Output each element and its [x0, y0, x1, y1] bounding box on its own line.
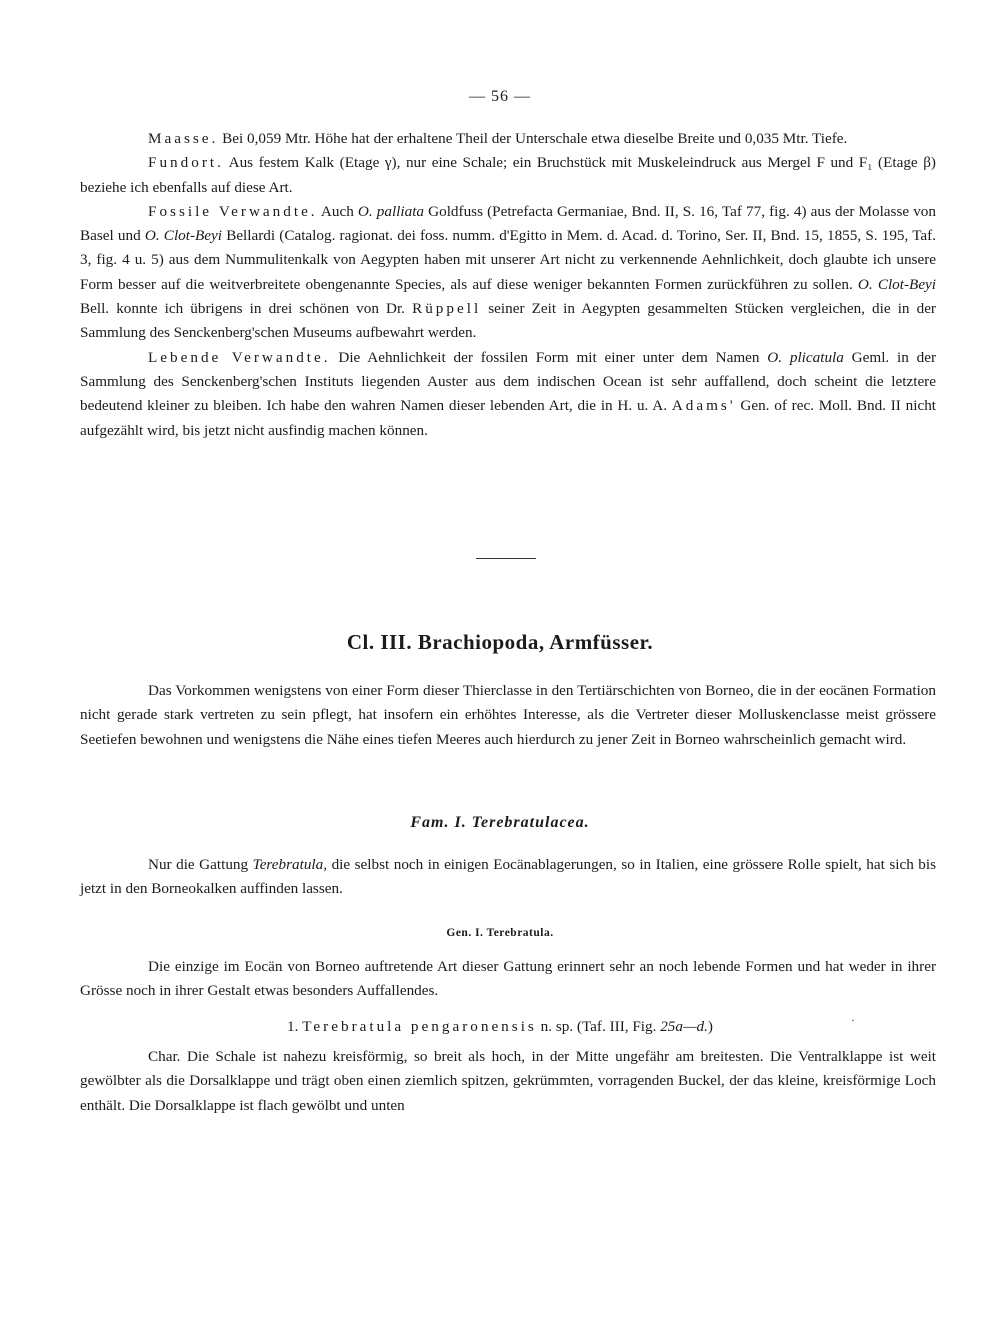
author-name: Adams'	[671, 397, 736, 415]
paragraph-class-intro: Das Vorkommen wenigstens von einer Form dieser Thierclasse in den Tertiärschichten von Borneo, die in der eocänen Formation nicht gerade stark vertreten zu sein pflegt, hat insofern ein erhöhtes Interesse, als die Vertreter dieser Molluskenclasse meist grössere Seetiefen bewohnen und wenigstens die Nähe eines tiefen Meeres auch hierdurch zu jener Zeit in Borneo wahrscheinlich gemacht wird.	[80, 682, 936, 748]
paragraph-family	[80, 853, 936, 902]
species-name: O. plicatula	[767, 348, 844, 366]
class-heading: Cl. III. Brachiopoda, Armfüsser.	[346, 630, 654, 654]
paragraph-genus: Die einzige im Eocän von Borneo auftretende Art dieser Gattung erinnert sehr an noch lebende Formen und hat weder in ihrer Grösse noch in ihrer Gestalt etwas besonders Auffallendes.	[80, 958, 936, 1000]
species-heading-name: Terebratula pengaronensis	[302, 1018, 537, 1035]
genus-name: Terebratula,	[252, 856, 328, 873]
closing-paren: )	[707, 1018, 713, 1035]
text-run: Geml. in der Sammlung des Senckenberg'schen Instituts liegenden Auster aus dem indischen Ocean ist sehr auffallend, doch scheint die letztere bedeutend kleiner zu bleiben. Ich habe den wahren Namen dieser lebenden Art, die in H. u. A.	[80, 348, 937, 415]
text-block-species	[80, 1045, 936, 1118]
text-block-top	[80, 127, 936, 443]
text-run: Bellardi (Catalog. ragionat. dei foss. numm. d'Egitto in Mem. d. Acad. d. Torino, Ser. II, Bnd. 15, 1855, S. 195, Taf. 3, fig. 4 u. 5) aus dem Nummulitenkalk von Aegypten haben mit unserer Art nicht zu verkennende Aehnlichkeit, doch glaubte ich unsere Form besser auf die weitverbreitete obengenannte Species, als auf diese weniger bekannten Formen zurückführen zu sollen.	[80, 227, 937, 293]
paragraph-fossile-verwandte	[80, 200, 936, 346]
section-divider	[476, 558, 536, 559]
family-heading: Fam. I. Terebratulacea.	[410, 814, 590, 831]
genus-heading: Gen. I. Terebratula.	[446, 927, 554, 939]
text-run: Goldfuss (Petrefacta Germaniae, Bnd. II, S. 16, Taf 77, fig. 4) aus der Molasse von Basel und	[80, 202, 936, 245]
figure-reference: 25a—d.	[660, 1018, 708, 1035]
paragraph-label: Fundort.	[148, 154, 224, 172]
text-run: Die Aehnlichkeit der fossilen Form mit einer unter dem Namen	[338, 348, 760, 366]
paragraph-text: Bei 0,059 Mtr. Höhe hat der erhaltene Theil der Unterschale etwa dieselbe Breite und 0,035 Mtr. Tiefe.	[222, 130, 848, 147]
text-run: die selbst noch in einigen Eocänablagerungen, so in Italien, eine grössere Rolle spielt, hat sich bis jetzt in den Borneokalken auffinden lassen.	[80, 856, 937, 898]
page-number: — 56 —	[469, 88, 531, 105]
paragraph-label: Maasse.	[148, 130, 219, 147]
species-name: O. Clot-Beyi	[857, 275, 937, 293]
margin-mark: ·	[851, 1013, 855, 1027]
text-block-genus	[80, 955, 936, 1004]
paragraph-lebende-verwandte	[80, 346, 936, 443]
paragraph-text: Aus festem Kalk (Etage γ), nur eine Schale; ein Bruchstück mit Muskeleindruck aus Mergel F und F₁ (Etage β) beziehe ich ebenfalls auf diese Art.	[80, 154, 936, 196]
species-heading-rest: n. sp. (Taf. III, Fig.	[540, 1018, 657, 1035]
paragraph-char	[80, 1045, 936, 1118]
species-name: O. Clot-Beyi	[144, 227, 223, 245]
paragraph-label: Char.	[148, 1048, 181, 1065]
text-block-class-intro	[80, 679, 936, 752]
author-name: Rüppell	[412, 300, 482, 318]
species-name: O. palliata	[357, 202, 425, 220]
paragraph-label: Fossile Verwandte.	[148, 202, 318, 220]
text-run: Bell. konnte ich übrigens in drei schönen von Dr.	[80, 300, 405, 318]
paragraph-fundort	[80, 151, 936, 200]
text-run: seiner Zeit in Aegypten gesammelten Stücken vergleichen, die in der Sammlung des Senckenberg'schen Museums aufbewahrt werden.	[80, 300, 936, 342]
paragraph-maasse	[80, 127, 936, 151]
text-block-family	[80, 853, 936, 902]
text-run: Gen. of rec. Moll. Bnd. II nicht aufgezählt wird, bis jetzt nicht ausfindig machen können.	[80, 397, 937, 439]
paragraph-text: Die Schale ist nahezu kreisförmig, so breit als hoch, in der Mitte ungefähr am breitesten. Die Ventralklappe ist weit gewölbter als die Dorsalklappe und trägt oben einen ziemlich spitzen, gekrümmten, vorragenden Buckel, der das kleine, kreisförmige Loch enthält. Die Dorsalklappe ist flach gewölbt und unten	[80, 1048, 937, 1114]
species-heading	[0, 1018, 1000, 1036]
text-run: Nur die Gattung	[148, 856, 249, 873]
paragraph-label: Lebende Verwandte.	[148, 348, 331, 366]
text-run: Auch	[320, 202, 354, 220]
species-number: 1.	[287, 1018, 299, 1035]
